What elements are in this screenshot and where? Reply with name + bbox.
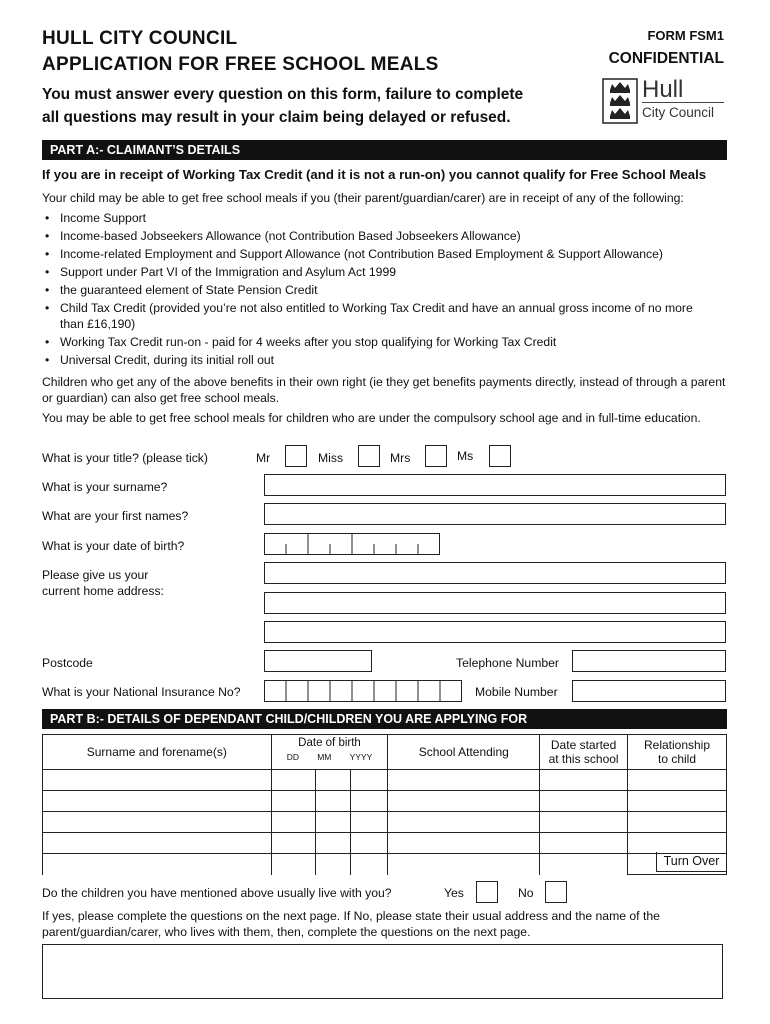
address-label-line-2: current home address: bbox=[42, 584, 164, 598]
postcode-input[interactable] bbox=[264, 650, 372, 672]
col-header-dob bbox=[271, 735, 388, 770]
benefits-list bbox=[42, 210, 722, 370]
child-dob-yyyy-cell[interactable] bbox=[351, 854, 388, 875]
title-mr-checkbox[interactable] bbox=[285, 445, 307, 467]
benefit-item: • Income Support bbox=[42, 210, 722, 226]
dob-label: What is your date of birth? bbox=[42, 539, 185, 553]
children-table-header bbox=[43, 735, 727, 770]
live-with-no-checkbox[interactable] bbox=[545, 881, 567, 903]
child-date-started-cell[interactable] bbox=[540, 833, 628, 854]
title-option-mr-label: Mr bbox=[256, 451, 271, 465]
dob-segment-dividers bbox=[264, 533, 440, 555]
ni-label: What is your National Insurance No? bbox=[42, 685, 241, 699]
address-line-3-input[interactable] bbox=[264, 621, 726, 643]
first-names-label: What are your first names? bbox=[42, 509, 189, 523]
child-date-started-cell[interactable] bbox=[540, 854, 628, 875]
child-name-cell[interactable] bbox=[43, 770, 272, 791]
col-header-relationship bbox=[628, 735, 727, 770]
col-header-yyyy: YYYY bbox=[349, 752, 373, 762]
col-header-name-text: Surname and forename(s) bbox=[86, 745, 227, 759]
child-dob-dd-cell[interactable] bbox=[271, 791, 315, 812]
address-line-2-input[interactable] bbox=[264, 592, 726, 614]
col-header-relationship-line-1: Relationship bbox=[643, 738, 711, 752]
col-header-date-started-line-1: Date started bbox=[550, 738, 617, 752]
logo-divider bbox=[642, 102, 724, 103]
benefit-item: • Universal Credit, during its initial roll out bbox=[42, 352, 722, 368]
child-dob-dd-cell[interactable] bbox=[271, 770, 315, 791]
ni-number-input[interactable] bbox=[264, 680, 462, 702]
org-name: HULL CITY COUNCIL bbox=[42, 28, 238, 49]
turn-over-label: Turn Over bbox=[656, 852, 727, 872]
child-dob-yyyy-cell[interactable] bbox=[351, 791, 388, 812]
dob-input[interactable] bbox=[264, 533, 440, 555]
child-name-cell[interactable] bbox=[43, 791, 272, 812]
if-yes-note: If yes, please complete the questions on the next page. If No, please state their usual address and the name of the parent/guardian/carer, who lives with them, then, complete the questions on the next page. bbox=[42, 909, 660, 939]
child-dob-yyyy-cell[interactable] bbox=[351, 833, 388, 854]
table-row[interactable] bbox=[43, 770, 727, 791]
children-own-right-note: Children who get any of the above benefits in their own right (ie they get benefits payments directly, instead of through a parent or guardian) can also get free school meals. bbox=[42, 375, 726, 405]
mobile-input[interactable] bbox=[572, 680, 726, 702]
col-header-dd: DD bbox=[286, 752, 299, 762]
hull-city-council-logo bbox=[602, 78, 727, 124]
col-header-mm: MM bbox=[317, 752, 332, 762]
instruction-line-2: all questions may result in your claim being delayed or refused. bbox=[42, 109, 511, 126]
child-dob-dd-cell[interactable] bbox=[271, 854, 315, 875]
postcode-label: Postcode bbox=[42, 656, 93, 670]
title-question: What is your title? (please tick) bbox=[42, 451, 208, 465]
benefit-item: • Support under Part VI of the Immigration and Asylum Act 1999 bbox=[42, 264, 722, 280]
form-title: APPLICATION FOR FREE SCHOOL MEALS bbox=[42, 54, 439, 75]
crowns-shield-icon bbox=[602, 78, 638, 124]
col-header-name bbox=[43, 735, 272, 770]
child-dob-mm-cell[interactable] bbox=[315, 833, 351, 854]
table-row[interactable] bbox=[43, 791, 727, 812]
col-header-relationship-line-2: to child bbox=[657, 752, 697, 766]
title-ms-checkbox[interactable] bbox=[489, 445, 511, 467]
col-header-date-started bbox=[540, 735, 628, 770]
benefit-item: • the guaranteed element of State Pension Credit bbox=[42, 282, 722, 298]
child-date-started-cell[interactable] bbox=[540, 791, 628, 812]
child-dob-yyyy-cell[interactable] bbox=[351, 770, 388, 791]
benefit-item: • Income-based Jobseekers Allowance (not Contribution Based Jobseekers Allowance) bbox=[42, 228, 722, 244]
part-b-heading: PART B:- DETAILS OF DEPENDANT CHILD/CHILDREN YOU ARE APPLYING FOR bbox=[42, 709, 727, 729]
table-row[interactable] bbox=[43, 854, 727, 875]
benefit-item: • Child Tax Credit (provided you’re not also entitled to Working Tax Credit and have an annual gross income of no more than £16,190) bbox=[42, 300, 722, 332]
mobile-label: Mobile Number bbox=[475, 685, 558, 699]
live-with-question: Do the children you have mentioned above usually live with you? bbox=[42, 886, 392, 900]
col-header-school-text: School Attending bbox=[418, 745, 509, 759]
col-header-dob-text: Date of birth bbox=[298, 737, 361, 749]
child-school-cell[interactable] bbox=[388, 770, 540, 791]
instruction-line-1: You must answer every question on this form, failure to complete bbox=[42, 86, 524, 103]
child-relationship-cell[interactable] bbox=[628, 833, 727, 854]
child-dob-mm-cell[interactable] bbox=[315, 854, 351, 875]
child-date-started-cell[interactable] bbox=[540, 812, 628, 833]
logo-text-city-council: City Council bbox=[642, 105, 715, 120]
child-dob-dd-cell[interactable] bbox=[271, 812, 315, 833]
child-school-cell[interactable] bbox=[388, 812, 540, 833]
surname-input[interactable] bbox=[264, 474, 726, 496]
logo-text-hull: Hull bbox=[642, 76, 684, 103]
ni-segment-dividers bbox=[264, 680, 462, 702]
live-with-yes-checkbox[interactable] bbox=[476, 881, 498, 903]
working-tax-warning: If you are in receipt of Working Tax Credit (and it is not a run-on) you cannot qualify for Free School Meals bbox=[42, 167, 707, 182]
confidential-label: CONFIDENTIAL bbox=[608, 50, 724, 67]
benefits-intro: Your child may be able to get free school meals if you (their parent/guardian/carer) are in receipt of any of the following: bbox=[42, 191, 684, 205]
child-dob-mm-cell[interactable] bbox=[315, 791, 351, 812]
first-names-input[interactable] bbox=[264, 503, 726, 525]
address-label bbox=[42, 567, 164, 599]
instruction-text bbox=[42, 83, 523, 129]
child-relationship-cell[interactable] bbox=[628, 812, 727, 833]
child-dob-mm-cell[interactable] bbox=[315, 812, 351, 833]
child-relationship-cell[interactable] bbox=[628, 791, 727, 812]
title-option-miss-label: Miss bbox=[318, 451, 344, 465]
child-dob-yyyy-cell[interactable] bbox=[351, 812, 388, 833]
child-school-cell[interactable] bbox=[388, 791, 540, 812]
child-relationship-cell[interactable] bbox=[628, 770, 727, 791]
title-option-ms-label: Ms bbox=[457, 449, 474, 463]
title-mrs-checkbox[interactable] bbox=[425, 445, 447, 467]
child-name-cell[interactable] bbox=[43, 833, 272, 854]
benefit-item: • Working Tax Credit run-on - paid for 4 weeks after you stop qualifying for Working Tax Credit bbox=[42, 334, 722, 350]
dob-subheaders bbox=[272, 750, 388, 764]
benefit-item: • Income-related Employment and Support Allowance (not Contribution Based Employment & Support Allowance) bbox=[42, 246, 722, 262]
under-age-note: You may be able to get free school meals for children who are under the compulsory school age and in full-time education. bbox=[42, 411, 701, 425]
child-name-cell[interactable] bbox=[43, 812, 272, 833]
title-miss-checkbox[interactable] bbox=[358, 445, 380, 467]
live-with-yes-label: Yes bbox=[444, 886, 464, 900]
title-option-mrs-label: Mrs bbox=[390, 451, 411, 465]
telephone-input[interactable] bbox=[572, 650, 726, 672]
child-dob-dd-cell[interactable] bbox=[271, 833, 315, 854]
child-school-cell[interactable] bbox=[388, 833, 540, 854]
table-row[interactable] bbox=[43, 812, 727, 833]
col-header-school bbox=[388, 735, 540, 770]
live-with-no-label: No bbox=[518, 886, 534, 900]
child-school-cell[interactable] bbox=[388, 854, 540, 875]
child-name-cell[interactable] bbox=[43, 854, 272, 875]
table-row[interactable] bbox=[43, 833, 727, 854]
col-header-date-started-line-2: at this school bbox=[548, 752, 619, 766]
form-number: FORM FSM1 bbox=[647, 28, 724, 43]
surname-label: What is your surname? bbox=[42, 480, 168, 494]
address-label-line-1: Please give us your bbox=[42, 568, 149, 582]
usual-address-textarea[interactable] bbox=[42, 944, 723, 999]
address-line-1-input[interactable] bbox=[264, 562, 726, 584]
child-dob-mm-cell[interactable] bbox=[315, 770, 351, 791]
telephone-label: Telephone Number bbox=[456, 656, 559, 670]
part-a-heading: PART A:- CLAIMANT’S DETAILS bbox=[42, 140, 727, 160]
children-table bbox=[42, 734, 727, 875]
child-date-started-cell[interactable] bbox=[540, 770, 628, 791]
